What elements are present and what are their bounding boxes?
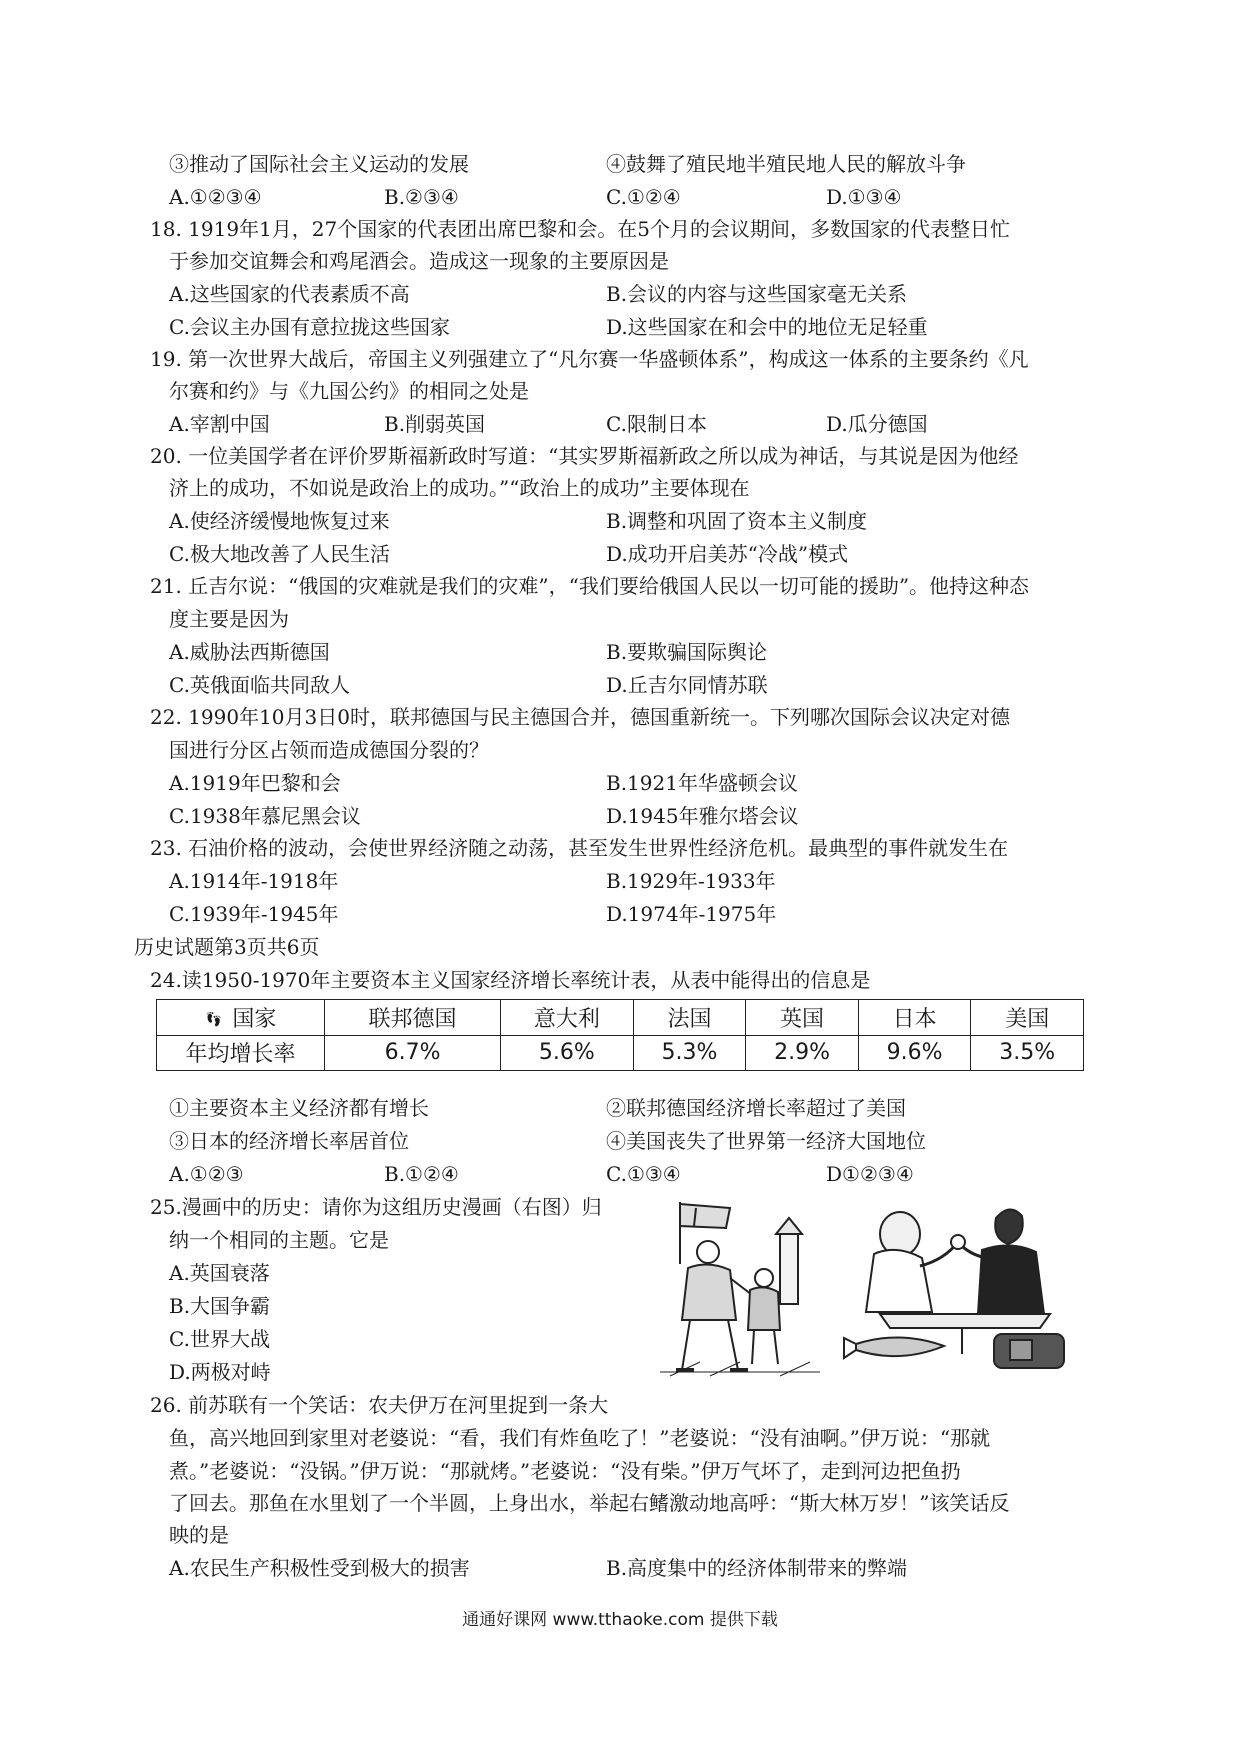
table-header-label: 国家 bbox=[232, 1006, 277, 1032]
question-19-option-a: A.宰割中国 bbox=[169, 412, 270, 436]
question-22-option-a: A.1919年巴黎和会 bbox=[169, 771, 341, 795]
question-20-option-c: C.极大地改善了人民生活 bbox=[169, 542, 390, 566]
table-country-cell: 美国 bbox=[971, 1000, 1084, 1036]
history-cartoon-image bbox=[660, 1194, 1082, 1378]
table-row-label: 年均增长率 bbox=[157, 1035, 325, 1071]
question-19-stem-line-2: 尔赛和约》与《九国公约》的相同之处是 bbox=[169, 379, 529, 403]
question-25-stem-line-1: 25.漫画中的历史：请你为这组历史漫画（右图）归 bbox=[150, 1195, 602, 1219]
question-22-stem-line-1: 22. 1990年10月3日0时，联邦德国与民主德国合并，德国重新统一。下列哪次国际会议决定对德 bbox=[150, 705, 1010, 729]
question-19-option-d: D.瓜分德国 bbox=[826, 412, 928, 436]
question-23-option-a: A.1914年-1918年 bbox=[169, 869, 339, 893]
question-19-option-b: B.削弱英国 bbox=[384, 412, 486, 436]
table-header-cell bbox=[157, 1000, 325, 1036]
question-20-stem-line-1: 20. 一位美国学者在评价罗斯福新政时写道：“其实罗斯福新政之所以成为神话，与其说是因为他经 bbox=[150, 444, 1019, 468]
question-26-stem-line-2: 鱼，高兴地回到家里对老婆说：“看，我们有炸鱼吃了！”老婆说：“没有油啊。”伊万说：“那就 bbox=[169, 1426, 991, 1450]
table-rate-cell: 5.6% bbox=[501, 1035, 634, 1071]
question-23-stem-line-1: 23. 石油价格的波动，会使世界经济随之动荡，甚至发生世界性经济危机。最典型的事件就发生在 bbox=[150, 836, 1009, 860]
question-18-option-d: D.这些国家在和会中的地位无足轻重 bbox=[606, 315, 928, 339]
sailors-cartoon-panel bbox=[660, 1202, 820, 1376]
question-25-option-d: D.两极对峙 bbox=[169, 1360, 271, 1384]
question-26-stem-line-5: 映的是 bbox=[169, 1523, 229, 1547]
page-marker: 历史试题第3页共6页 bbox=[134, 935, 320, 959]
question-22-option-b: B.1921年华盛顿会议 bbox=[606, 771, 798, 795]
prev-question-option-c: C.①②④ bbox=[606, 185, 681, 209]
question-19-stem-line-1: 19. 第一次世界大战后，帝国主义列强建立了“凡尔赛一华盛顿体系”，构成这一体系的主要条约《凡 bbox=[150, 347, 1029, 371]
table-country-cell: 法国 bbox=[633, 1000, 746, 1036]
question-20-option-b: B.调整和巩固了资本主义制度 bbox=[606, 509, 868, 533]
prev-question-option-d: D.①③④ bbox=[826, 185, 902, 209]
question-21-option-b: B.要欺骗国际舆论 bbox=[606, 640, 768, 664]
prev-question-option-a: A.①②③④ bbox=[169, 185, 262, 209]
question-22-option-d: D.1945年雅尔塔会议 bbox=[606, 804, 799, 828]
question-24-item-4: ④美国丧失了世界第一经济大国地位 bbox=[606, 1129, 926, 1153]
question-24-option-a: A.①②③ bbox=[169, 1162, 244, 1186]
question-24-option-d: D①②③④ bbox=[826, 1162, 914, 1186]
question-25-option-b: B.大国争霸 bbox=[169, 1294, 271, 1318]
question-25-option-c: C.世界大战 bbox=[169, 1327, 270, 1351]
question-18-stem-line-1: 18. 1919年1月，27个国家的代表团出席巴黎和会。在5个月的会议期间，多数国家的代表整日忙 bbox=[150, 217, 1010, 241]
question-19-option-c: C.限制日本 bbox=[606, 412, 707, 436]
question-18-option-b: B.会议的内容与这些国家毫无关系 bbox=[606, 282, 908, 306]
question-24-option-c: C.①③④ bbox=[606, 1162, 681, 1186]
question-21-option-a: A.威胁法西斯德国 bbox=[169, 640, 330, 664]
question-26-option-a: A.农民生产积极性受到极大的损害 bbox=[169, 1556, 470, 1580]
question-24-stem-line-1: 24.读1950-1970年主要资本主义国家经济增长率统计表，从表中能得出的信息是 bbox=[150, 968, 871, 992]
table-header-row bbox=[157, 1000, 1084, 1036]
question-21-stem-line-2: 度主要是因为 bbox=[169, 607, 289, 631]
question-25-option-a: A.英国衰落 bbox=[169, 1261, 270, 1285]
question-20-option-a: A.使经济缓慢地恢复过来 bbox=[169, 509, 390, 533]
prev-question-item-4: ④鼓舞了殖民地半殖民地人民的解放斗争 bbox=[606, 152, 966, 176]
question-18-stem-line-2: 于参加交谊舞会和鸡尾酒会。造成这一现象的主要原因是 bbox=[169, 249, 669, 273]
table-rate-cell: 2.9% bbox=[746, 1035, 859, 1071]
question-24-item-3: ③日本的经济增长率居首位 bbox=[169, 1129, 409, 1153]
arm-wrestling-cartoon-panel bbox=[844, 1209, 1064, 1368]
question-20-option-d: D.成功开启美苏“冷战”模式 bbox=[606, 542, 849, 566]
question-22-option-c: C.1938年慕尼黑会议 bbox=[169, 804, 361, 828]
footprint-icon: 👣︎ bbox=[204, 1011, 223, 1028]
question-21-option-c: C.英俄面临共同敌人 bbox=[169, 673, 350, 697]
table-country-cell: 日本 bbox=[858, 1000, 971, 1036]
question-26-stem-line-4: 了回去。那鱼在水里划了一个半圆，上身出水，举起右鳍激动地高呼：“斯大林万岁！”该笑话反 bbox=[169, 1491, 1010, 1515]
question-18-option-c: C.会议主办国有意拉拢这些国家 bbox=[169, 315, 450, 339]
prev-question-item-3: ③推动了国际社会主义运动的发展 bbox=[169, 152, 469, 176]
table-rate-cell: 5.3% bbox=[633, 1035, 746, 1071]
question-24-option-b: B.①②④ bbox=[384, 1162, 459, 1186]
table-rate-row bbox=[157, 1035, 1084, 1071]
question-23-option-c: C.1939年-1945年 bbox=[169, 902, 339, 926]
question-21-stem-line-1: 21. 丘吉尔说：“俄国的灾难就是我们的灾难”，“我们要给俄国人民以一切可能的援助”。他持这种态 bbox=[150, 574, 1030, 598]
prev-question-option-b: B.②③④ bbox=[384, 185, 459, 209]
table-country-cell: 联邦德国 bbox=[325, 1000, 501, 1036]
question-24-item-1: ①主要资本主义经济都有增长 bbox=[169, 1096, 429, 1120]
question-26-option-b: B.高度集中的经济体制带来的弊端 bbox=[606, 1556, 908, 1580]
table-rate-cell: 3.5% bbox=[971, 1035, 1084, 1071]
growth-rate-table bbox=[156, 999, 1084, 1071]
question-26-stem-line-3: 煮。”老婆说：“没锅。”伊万说：“那就烤。”老婆说：“没有柴。”伊万气坏了，走到河边把鱼扔 bbox=[169, 1459, 961, 1483]
question-24-item-2: ②联邦德国经济增长率超过了美国 bbox=[606, 1096, 906, 1120]
question-26-stem-line-1: 26. 前苏联有一个笑话：农夫伊万在河里捉到一条大 bbox=[150, 1393, 609, 1417]
question-23-option-b: B.1929年-1933年 bbox=[606, 869, 776, 893]
question-23-option-d: D.1974年-1975年 bbox=[606, 902, 777, 926]
page-footer: 通通好课网 www.tthaoke.com 提供下载 bbox=[462, 1610, 778, 1630]
table-country-cell: 意大利 bbox=[501, 1000, 634, 1036]
table-rate-cell: 9.6% bbox=[858, 1035, 971, 1071]
question-25-stem-line-2: 纳一个相同的主题。它是 bbox=[169, 1228, 389, 1252]
question-21-option-d: D.丘吉尔同情苏联 bbox=[606, 673, 768, 697]
table-country-cell: 英国 bbox=[746, 1000, 859, 1036]
question-22-stem-line-2: 国进行分区占领而造成德国分裂的？ bbox=[169, 738, 489, 762]
question-18-option-a: A.这些国家的代表素质不高 bbox=[169, 282, 410, 306]
question-20-stem-line-2: 济上的成功，不如说是政治上的成功。”“政治上的成功”主要体现在 bbox=[169, 476, 750, 500]
table-rate-cell: 6.7% bbox=[325, 1035, 501, 1071]
